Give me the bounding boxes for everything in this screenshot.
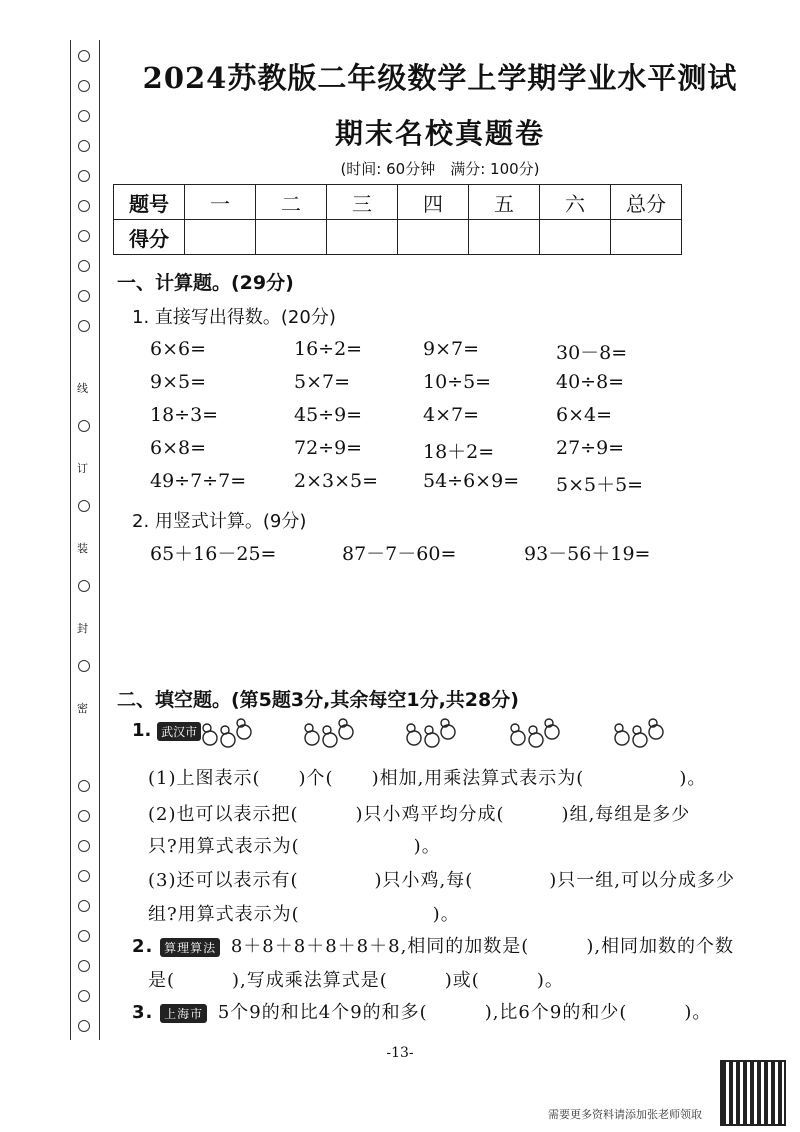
binding-ring-icon: [78, 780, 90, 792]
section1-q1-label: 1. 直接写出得数。(20分): [132, 307, 336, 328]
fill-blank-line: 只?用算式表示为( )。: [148, 836, 441, 857]
binding-ring-icon: [78, 290, 90, 302]
binding-ring-icon: [78, 50, 90, 62]
score-header-cell: 四: [398, 185, 469, 220]
score-input-cell[interactable]: [469, 220, 540, 255]
calc-item: 72÷9=: [294, 437, 363, 459]
calc-item: 45÷9=: [294, 404, 363, 426]
binding-ring-icon: [78, 1020, 90, 1032]
question-2: [132, 932, 734, 958]
binding-label: 订: [77, 462, 88, 475]
calc-item: 18÷3=: [150, 404, 219, 426]
score-table-header-row: [114, 185, 682, 220]
binding-label: 封: [77, 622, 88, 635]
binding-ring-icon: [78, 110, 90, 122]
calc-item: 9×7=: [423, 338, 480, 360]
score-input-cell[interactable]: [398, 220, 469, 255]
score-input-cell[interactable]: [185, 220, 256, 255]
binding-ring-icon: [78, 230, 90, 242]
binding-ring-icon: [78, 80, 90, 92]
vertical-calc-item: 87－7－60=: [342, 543, 457, 565]
question-number: 3.: [132, 1002, 154, 1023]
exam-subtitle: 期末名校真题卷: [334, 117, 545, 150]
calc-item: 27÷9=: [556, 437, 625, 459]
fill-blank-line: 是( ),写成乘法算式是( )或( )。: [148, 970, 564, 991]
fill-blank-line: 组?用算式表示为( )。: [148, 904, 460, 925]
chick-group-icon: [402, 714, 460, 754]
region-tag: 上海市: [160, 1004, 207, 1023]
chick-group-icon: [506, 714, 564, 754]
binding-ring-icon: [78, 870, 90, 882]
question-number: 1.: [132, 720, 152, 741]
binding-margin: [70, 40, 100, 1040]
score-header-cell: 二: [256, 185, 327, 220]
score-input-cell[interactable]: [611, 220, 682, 255]
calc-item: 5×7=: [294, 371, 351, 393]
fill-blank-line: (3)还可以表示有( )只小鸡,每( )只一组,可以分成多少: [148, 870, 736, 891]
binding-ring-icon: [78, 660, 90, 672]
fill-blank-line: (2)也可以表示把( )只小鸡平均分成( )组,每组是多少: [148, 804, 691, 825]
binding-label: 密: [77, 702, 88, 715]
binding-ring-icon: [78, 900, 90, 912]
fill-blank-line: 8＋8＋8＋8＋8＋8,相同的加数是( ),相同加数的个数: [230, 936, 735, 957]
score-table: [113, 184, 682, 255]
binding-label: 装: [77, 542, 88, 555]
chick-group-icon: [300, 714, 358, 754]
calc-item: 54÷6×9=: [423, 470, 520, 492]
fill-blank-line: (1)上图表示( )个( )相加,用乘法算式表示为( )。: [148, 768, 707, 789]
binding-ring-icon: [78, 840, 90, 852]
score-row-label: 得分: [114, 220, 185, 255]
score-input-cell[interactable]: [256, 220, 327, 255]
score-header-cell: 三: [327, 185, 398, 220]
score-input-cell[interactable]: [540, 220, 611, 255]
binding-ring-icon: [78, 140, 90, 152]
binding-ring-icon: [78, 960, 90, 972]
qr-code-icon[interactable]: [720, 1060, 786, 1126]
qr-note: 需要更多资料请添加张老师领取: [548, 1108, 702, 1121]
score-header-cell: 题号: [114, 185, 185, 220]
calc-item: 18＋2=: [423, 441, 495, 463]
calc-item: 40÷8=: [556, 371, 625, 393]
page-number: -13-: [386, 1045, 414, 1061]
exam-title: 2024苏教版二年级数学上学期学业水平测试: [142, 61, 738, 95]
binding-ring-icon: [78, 810, 90, 822]
vertical-calc-item: 65＋16－25=: [150, 543, 277, 565]
calc-item: 10÷5=: [423, 371, 492, 393]
topic-tag: 算理算法: [160, 938, 220, 957]
exam-time-info: (时间: 60分钟 满分: 100分): [340, 160, 540, 178]
score-header-cell: 六: [540, 185, 611, 220]
binding-ring-icon: [78, 200, 90, 212]
calc-item: 9×5=: [150, 371, 207, 393]
calc-item: 6×8=: [150, 437, 207, 459]
binding-ring-icon: [78, 420, 90, 432]
binding-ring-icon: [78, 930, 90, 942]
binding-ring-icon: [78, 580, 90, 592]
chick-group-icon: [610, 714, 668, 754]
score-header-cell: 五: [469, 185, 540, 220]
calc-item: 6×4=: [556, 404, 613, 426]
section2-q1-header: [132, 720, 205, 741]
binding-ring-icon: [78, 320, 90, 332]
fill-blank-line: 5个9的和比4个9的和多( ),比6个9的和少( )。: [217, 1002, 712, 1023]
calc-item: 49÷7÷7=: [150, 470, 247, 492]
score-input-cell[interactable]: [327, 220, 398, 255]
question-3: [132, 998, 711, 1024]
binding-ring-icon: [78, 990, 90, 1002]
region-tag: 武汉市: [157, 722, 201, 741]
vertical-calc-item: 93－56＋19=: [524, 543, 651, 565]
binding-ring-icon: [78, 260, 90, 272]
score-header-cell: 一: [185, 185, 256, 220]
calc-item: 6×6=: [150, 338, 207, 360]
binding-ring-icon: [78, 170, 90, 182]
binding-label: 线: [77, 382, 88, 395]
calc-item: 2×3×5=: [294, 470, 379, 492]
calc-item: 4×7=: [423, 404, 480, 426]
section2-heading: 二、填空题。(第5题3分,其余每空1分,共28分): [117, 689, 519, 711]
calc-item: 16÷2=: [294, 338, 363, 360]
section1-q2-label: 2. 用竖式计算。(9分): [132, 511, 307, 532]
calc-item: 5×5＋5=: [556, 474, 644, 496]
score-table-score-row: [114, 220, 682, 255]
binding-ring-icon: [78, 500, 90, 512]
chick-group-icon: [198, 714, 256, 754]
section1-heading: 一、计算题。(29分): [117, 272, 294, 294]
calc-item: 30－8=: [556, 342, 628, 364]
question-number: 2.: [132, 936, 154, 957]
score-header-cell: 总分: [611, 185, 682, 220]
